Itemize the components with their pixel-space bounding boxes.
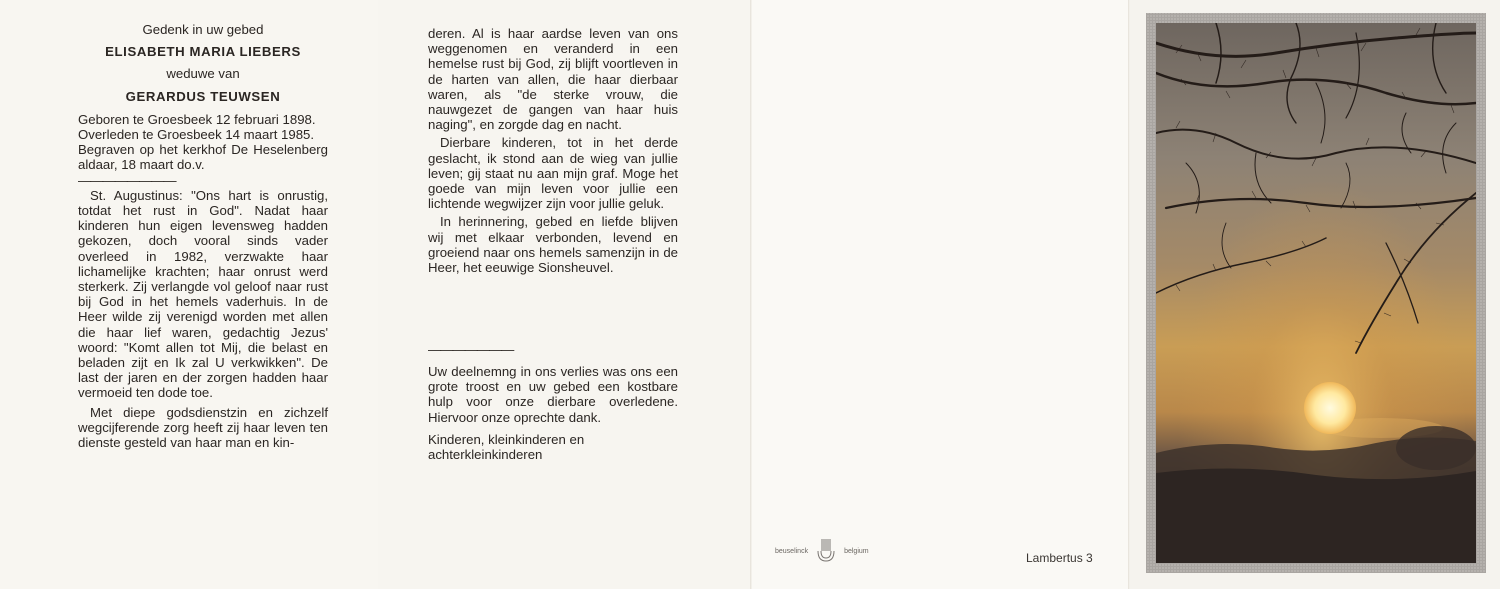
memorial-text-right xyxy=(428,26,678,275)
birth-line: Geboren te Groesbeek 12 februari 1898. xyxy=(78,111,316,127)
memorial-text-left xyxy=(78,22,328,450)
card-fold xyxy=(1128,0,1130,589)
signoff-line: achterkleinkinderen xyxy=(428,447,543,463)
deceased-name: ELISABETH MARIA LIEBERS xyxy=(105,44,301,60)
printer-name: beuselinck xyxy=(775,547,809,555)
sunset-photo xyxy=(1156,23,1476,563)
signoff-line: Kinderen, kleinkinderen en xyxy=(428,431,585,447)
printer-logo-icon xyxy=(812,537,840,565)
paragraph: In herinnering, gebed en liefde blijven wij met elkaar verbonden, levend en groeiend naar ons hemels samenzijn in de Heer, het eeuwige Sionsheuvel. xyxy=(428,214,678,276)
photo-frame xyxy=(1146,13,1486,573)
widow-of-label: weduwe van xyxy=(166,66,240,82)
paragraph: Met diepe godsdienstzin en zichzelf wegcijferende zorg heeft zij haar leven ten dienste gesteld van haar man en kin- xyxy=(78,404,328,451)
thanks-text: Uw deelnemng in ons verlies was ons een grote troost en uw gebed een kostbare hulp voor onze dierbare overledene. Hiervoor onze oprechte dank. xyxy=(428,364,678,425)
paragraph: Dierbare kinderen, tot in het derde geslacht, ik stond aan de wieg van jullie leven; gij staat nu aan mijn graf. Moge het goede van mijn leven voor jullie een lichtende wegwijzer zijn voor jullie geluk. xyxy=(428,135,678,212)
card-fold xyxy=(750,0,752,589)
printer-mark xyxy=(775,537,869,565)
separator: ——————— xyxy=(428,342,514,357)
separator: ———————— xyxy=(78,172,176,188)
husband-name: GERARDUS TEUWSEN xyxy=(125,88,281,104)
thanks-block xyxy=(428,364,678,462)
prayer-heading: Gedenk in uw gebed xyxy=(142,22,264,37)
paragraph: St. Augustinus: "Ons hart is onrustig, totdat het rust in God". Nadat haar kinderen hun eigen levensweg hadden gekozen, doch vooral sinds vader overleed in 1982, verzwakte haar lichamelijke krachten; haar onrust werd sterkerk. Zij verlangde vol geloof naar rust bij God in het hemels vaderhuis. In de Heer wilde zij verenigd worden met allen die haar lief waren, gedachtig Jezus' woord: "Komt allen tot Mij, die belast en beladen zijt en Ik zal U verkwikken". De last der jaren en der zorgen hadden haar vermoeid ten dode toe. xyxy=(78,187,328,401)
card-reference: Lambertus 3 xyxy=(1026,551,1093,565)
printer-country: belgium xyxy=(844,547,869,555)
paragraph: deren. Al is haar aardse leven van ons weggenomen en veranderd in een hemelse rust bij God, zij blijft voortleven in de harten van allen, die haar dierbaar waren, als "de sterke vrouw, die nauwgezet de gangen van haar huis naging", en zorgde dag en nacht. xyxy=(428,26,678,133)
death-line: Overleden te Groesbeek 14 maart 1985. xyxy=(78,127,315,143)
burial-line: Begraven op het kerkhof De Heselenberg aldaar, 18 maart do.v. xyxy=(78,142,328,173)
card-page-center-right xyxy=(750,0,1130,589)
